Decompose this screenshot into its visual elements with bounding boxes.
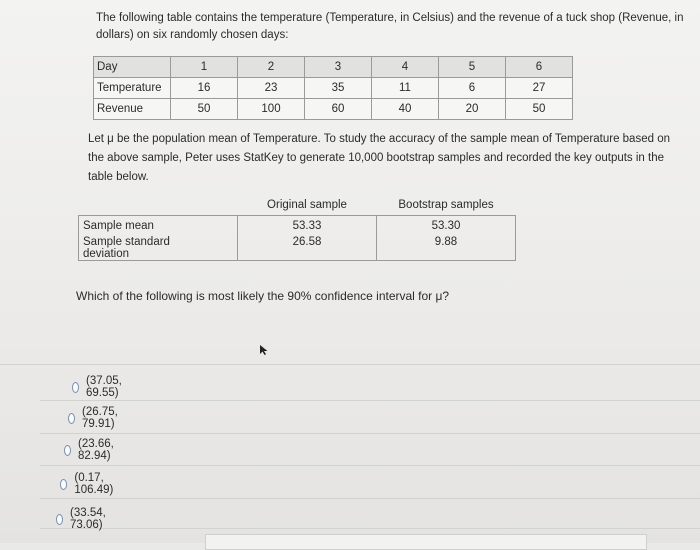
choice-option-3[interactable] (64, 438, 118, 462)
choice-option-4[interactable] (60, 472, 117, 496)
row-label-line: deviation (83, 248, 130, 260)
table-cell: 4 (372, 57, 439, 78)
table-cell: 50 (171, 99, 238, 120)
bootstrap-table (78, 195, 516, 261)
question-text: Which of the following is most likely the 90% confidence interval for μ? (76, 289, 450, 303)
divider (40, 433, 700, 434)
radio-icon[interactable] (64, 445, 71, 456)
table-row (94, 78, 573, 99)
table-header: Revenue (94, 99, 171, 120)
choice-option-5[interactable] (56, 507, 110, 531)
table-row (79, 236, 516, 261)
table-cell: 53.30 (377, 216, 516, 237)
row-label-line: Sample standard (83, 236, 170, 248)
table-cell: 35 (305, 78, 372, 99)
table-cell: 40 (372, 99, 439, 120)
choice-label: (23.66, 82.94) (78, 438, 114, 462)
table-cell: 50 (506, 99, 573, 120)
radio-icon[interactable] (68, 413, 75, 424)
table-cell: 5 (439, 57, 506, 78)
mouse-pointer-icon (259, 344, 269, 356)
table-cell: 53.33 (238, 216, 377, 237)
choice-option-1[interactable] (72, 375, 126, 399)
choice-option-2[interactable] (68, 406, 122, 430)
data-table (93, 56, 573, 120)
table-cell: 16 (171, 78, 238, 99)
next-question-box (205, 534, 647, 550)
table-cell: 1 (171, 57, 238, 78)
divider (40, 465, 700, 466)
divider (40, 528, 700, 529)
table-cell: 2 (238, 57, 305, 78)
divider (40, 400, 700, 401)
table-cell: 26.58 (238, 236, 377, 261)
table-cell: Sample mean (79, 216, 238, 237)
table-cell: 3 (305, 57, 372, 78)
table-row (94, 99, 573, 120)
choice-label: (37.05, 69.55) (86, 375, 122, 399)
table-header: Bootstrap samples (377, 195, 516, 216)
table-row (79, 216, 516, 237)
bootstrap-paragraph: Let μ be the population mean of Temperature. To study the accuracy of the sample mean of Temperature based on the above sample, Peter uses StatKey to generate 10,000 bootstrap samples and recorded the key outputs in the table below. (88, 133, 670, 183)
table-cell: 6 (439, 78, 506, 99)
divider (0, 364, 700, 365)
table-cell: 20 (439, 99, 506, 120)
table-cell: 6 (506, 57, 573, 78)
radio-icon[interactable] (72, 382, 79, 393)
choice-label: (33.54, 73.06) (70, 507, 106, 531)
table-cell: 11 (372, 78, 439, 99)
table-cell: 9.88 (377, 236, 516, 261)
radio-icon[interactable] (60, 479, 67, 490)
table-row (94, 57, 573, 78)
table-cell (79, 236, 238, 261)
divider (40, 498, 700, 499)
table-header: Original sample (238, 195, 377, 216)
table-cell: 100 (238, 99, 305, 120)
radio-icon[interactable] (56, 514, 63, 525)
table-header: Temperature (94, 78, 171, 99)
table-header: Day (94, 57, 171, 78)
table-cell: 60 (305, 99, 372, 120)
choice-label: (26.75, 79.91) (82, 406, 118, 430)
table-cell: 27 (506, 78, 573, 99)
table-cell: 23 (238, 78, 305, 99)
choice-label: (0.17, 106.49) (74, 472, 114, 496)
table-row (79, 195, 516, 216)
intro-text: The following table contains the temperature (Temperature, in Celsius) and the revenue of a tuck shop (Revenue, in dollars) on six randomly chosen days: (96, 12, 684, 41)
